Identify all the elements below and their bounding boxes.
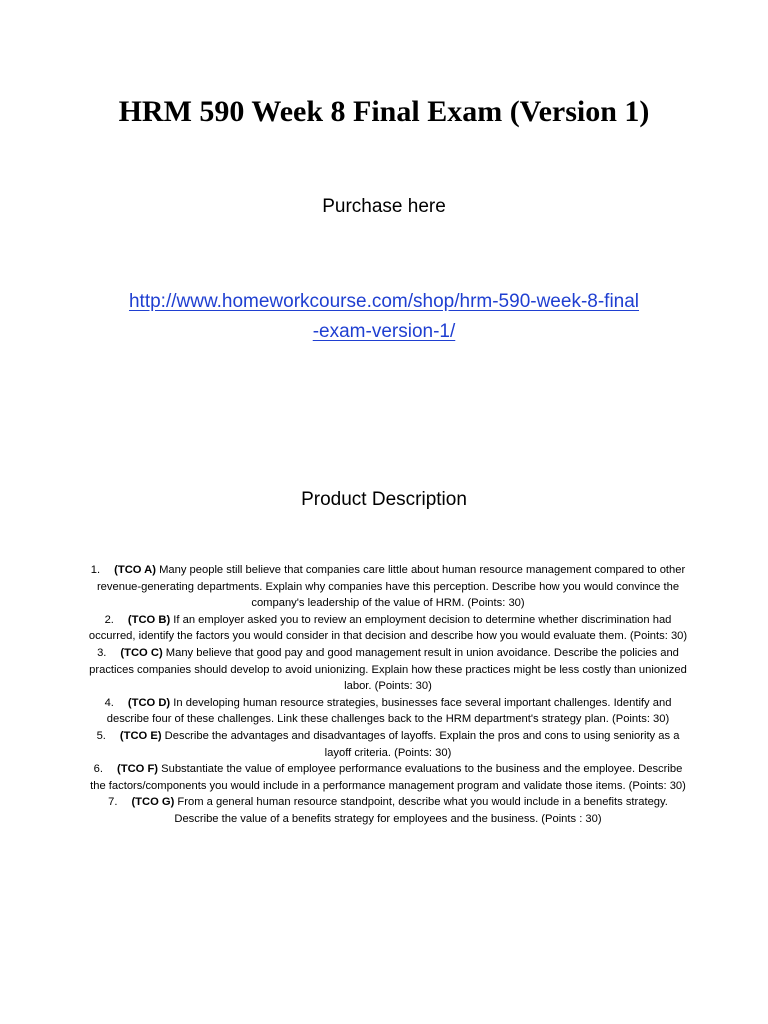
question-tco: (TCO A) xyxy=(114,564,156,576)
question-number: 2. xyxy=(104,613,114,626)
question-item xyxy=(88,562,688,612)
question-item xyxy=(88,761,688,794)
product-description-heading: Product Description xyxy=(301,489,467,510)
question-number: 6. xyxy=(93,763,104,776)
purchase-link-block xyxy=(84,287,684,347)
purchase-link-line1: http://www.homeworkcourse.com/shop/hrm-590-week-8-final xyxy=(128,291,640,312)
question-list xyxy=(88,562,688,828)
question-item xyxy=(88,645,688,695)
document-title: HRM 590 Week 8 Final Exam (Version 1) xyxy=(118,95,650,128)
question-number: 1. xyxy=(90,564,101,576)
question-tco: (TCO D) xyxy=(127,696,171,709)
question-item xyxy=(88,612,688,645)
question-tco: (TCO C) xyxy=(120,646,163,659)
question-text: Describe the advantages and disadvantages of layoffs. Explain the pros and cons to using seniority as a layoff criteria. (Points: 30) xyxy=(161,729,680,759)
question-text: In developing human resource strategies, businesses face several important challenges. Identify and describe four of these challenges. Link these challenges back to the HRM department's strategy plan. (Points: 30) xyxy=(106,696,672,726)
purchase-link-line2: -exam-version-1/ xyxy=(312,321,456,342)
question-text: Many people still believe that companies care little about human resource management compared to other revenue-generating departments. Explain why companies have this perception. Describe how you would convince the company's leadership of the value of HRM. (Points: 30) xyxy=(96,564,686,610)
question-text: Substantiate the value of employee performance evaluations to the business and the employee. Describe the factors/components you would include in a performance management program and validate those items. (Points: 30) xyxy=(90,763,686,792)
question-number: 5. xyxy=(96,729,106,742)
question-tco: (TCO F) xyxy=(117,763,159,776)
question-number: 7. xyxy=(108,796,118,809)
question-tco: (TCO G) xyxy=(131,796,175,809)
question-item xyxy=(88,695,688,728)
question-number: 4. xyxy=(104,696,114,709)
question-number: 3. xyxy=(97,646,107,659)
question-item xyxy=(88,794,688,827)
purchase-link[interactable] xyxy=(129,291,639,342)
purchase-label: Purchase here xyxy=(322,196,446,217)
question-tco: (TCO E) xyxy=(119,729,162,742)
question-text: From a general human resource standpoint, describe what you would include in a benefits strategy. Describe the value of a benefits strategy for employees and the business. (Points : 30) xyxy=(174,796,668,825)
question-text: If an employer asked you to review an employment decision to determine whether discrimination had occurred, identify the factors you would consider in that decision and describe how you would evaluate them. (Points: 30) xyxy=(88,613,688,643)
question-text: Many believe that good pay and good management result in union avoidance. Describe the policies and practices companies should develop to avoid unionizing. Explain how these practices might be less costly than unionized labor. (Points: 30) xyxy=(89,646,687,693)
question-item xyxy=(88,728,688,761)
question-tco: (TCO B) xyxy=(127,613,171,626)
